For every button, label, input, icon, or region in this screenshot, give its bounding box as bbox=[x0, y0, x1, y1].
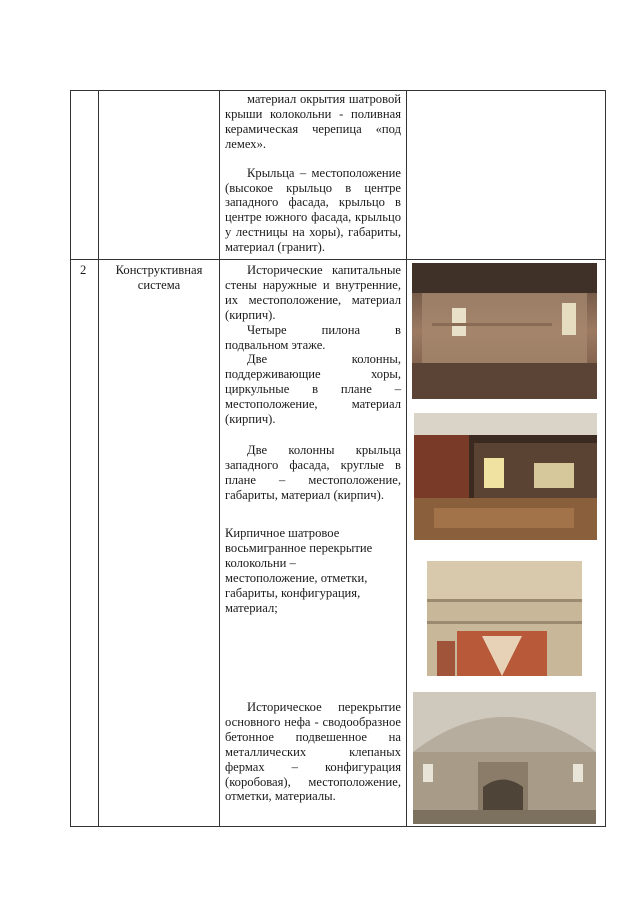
structure-block-4 bbox=[225, 700, 401, 804]
structure-block-1 bbox=[225, 263, 401, 427]
nave-vault-photo bbox=[413, 692, 596, 824]
basement-pylons-photo bbox=[414, 413, 597, 540]
octagonal-vault-photo bbox=[427, 561, 582, 676]
table-bottom-border bbox=[70, 826, 606, 827]
structure-block-2 bbox=[225, 443, 401, 503]
porches-text: Крыльца – местоположение (высокое крыльцо в центре западного фасада, крыльцо в центре южного фасада, крыльцо у лестницы на хоры), габариты, материал (гранит). bbox=[225, 165, 401, 255]
row-number: 2 bbox=[80, 263, 87, 277]
nave-vault-text: Историческое перекрытие основного нефа - сводообразное бетонное подвешенное на металлических клепаных фермах – конфигурация (коробовая), местоположение, отметки, материалы. bbox=[225, 700, 401, 804]
continued-description-cell bbox=[225, 92, 401, 255]
tower-interior-photo bbox=[412, 263, 597, 399]
table-top-border bbox=[70, 90, 606, 91]
roof-material-text: материал окрытия шатровой крыши колокольни - поливная керамическая черепица «под лемех». bbox=[225, 92, 401, 151]
column-divider-2 bbox=[219, 90, 220, 827]
choir-columns-text: Две колонны, поддерживающие хоры, циркульные в плане – местоположение, материал (кирпич). bbox=[225, 352, 401, 427]
column-divider-1 bbox=[98, 90, 99, 827]
pylons-text: Четыре пилона в подвальном этаже. bbox=[225, 322, 401, 352]
column-divider-3 bbox=[406, 90, 407, 827]
table-left-border bbox=[70, 90, 71, 827]
row-divider bbox=[70, 259, 606, 260]
row-name: Конструктивная система bbox=[115, 263, 203, 292]
tent-vault-text: Кирпичное шатровое восьмигранное перекрытие колокольни – местоположение, отметки, габариты, конфигурация, материал; bbox=[225, 526, 373, 615]
walls-text: Исторические капитальные стены наружные и внутренние, их местоположение, материал (кирпич). bbox=[225, 263, 401, 322]
structure-block-3 bbox=[225, 526, 385, 615]
porch-columns-text: Две колонны крыльца западного фасада, круглые в плане – местоположение, габариты, материал (кирпич). bbox=[225, 443, 401, 502]
table-right-border bbox=[605, 90, 606, 827]
